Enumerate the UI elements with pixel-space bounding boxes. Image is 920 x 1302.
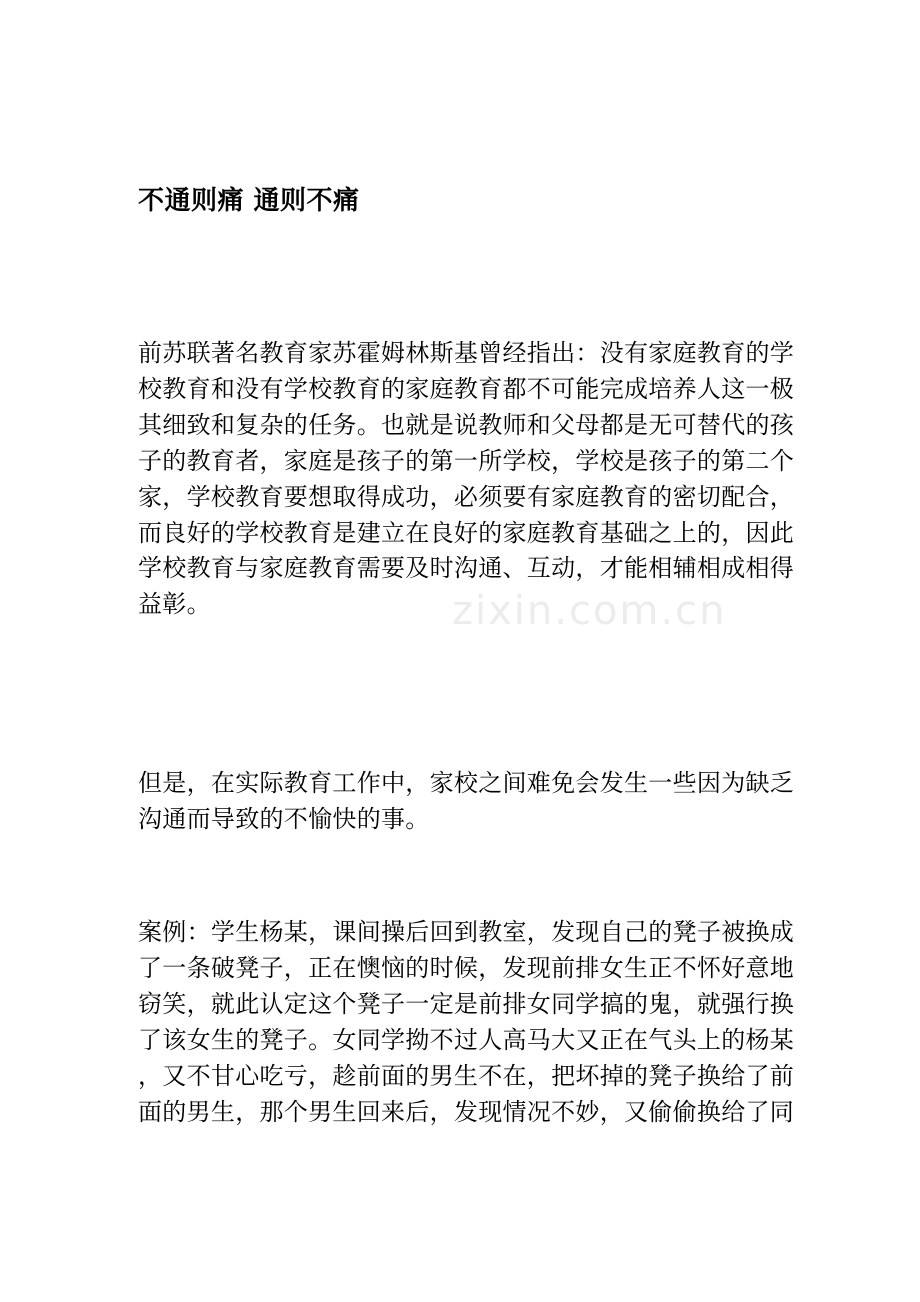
- paragraph-line: 了该女生的凳子。女同学拗不过人高马大又正在气头上的杨某: [138, 1025, 795, 1054]
- paragraph-line: 了一条破凳子，正在懊恼的时候，发现前排女生正不怀好意地: [138, 953, 795, 982]
- paragraph-line: 家，学校教育要想取得成功，必须要有家庭教育的密切配合，: [138, 482, 795, 511]
- paragraph-line: 沟通而导致的不愉快的事。: [138, 804, 430, 833]
- paragraph-line: ，又不甘心吃亏，趁前面的男生不在，把坏掉的凳子换给了前: [138, 1061, 795, 1090]
- paragraph-problem: [138, 766, 795, 838]
- paragraph-line: 窃笑，就此认定这个凳子一定是前排女同学搞的鬼，就强行换: [138, 989, 795, 1018]
- paragraph-case: [138, 915, 795, 1130]
- document-title: 不通则痛 通则不痛: [138, 186, 360, 216]
- paragraph-line: 子的教育者，家庭是孩子的第一所学校，学校是孩子的第二个: [138, 446, 795, 475]
- paragraph-line: 学校教育与家庭教育需要及时沟通、互动，才能相辅相成相得: [138, 554, 795, 583]
- watermark: zixin.com.cn: [452, 588, 727, 634]
- paragraph-intro: [138, 336, 795, 623]
- paragraph-line: 益彰。: [138, 590, 211, 619]
- paragraph-line: 前苏联著名教育家苏霍姆林斯基曾经指出：没有家庭教育的学: [138, 339, 795, 367]
- paragraph-line: 面的男生，那个男生回来后，发现情况不妙，又偷偷换给了同: [138, 1097, 795, 1126]
- paragraph-line: 但是，在实际教育工作中，家校之间难免会发生一些因为缺乏: [138, 769, 795, 797]
- paragraph-line: 校教育和没有学校教育的家庭教育都不可能完成培养人这一极: [138, 374, 795, 403]
- paragraph-line: 案例：学生杨某，课间操后回到教室，发现自己的凳子被换成: [138, 918, 795, 946]
- paragraph-line: 而良好的学校教育是建立在良好的家庭教育基础之上的，因此: [138, 518, 795, 547]
- paragraph-line: 其细致和复杂的任务。也就是说教师和父母都是无可替代的孩: [138, 410, 795, 439]
